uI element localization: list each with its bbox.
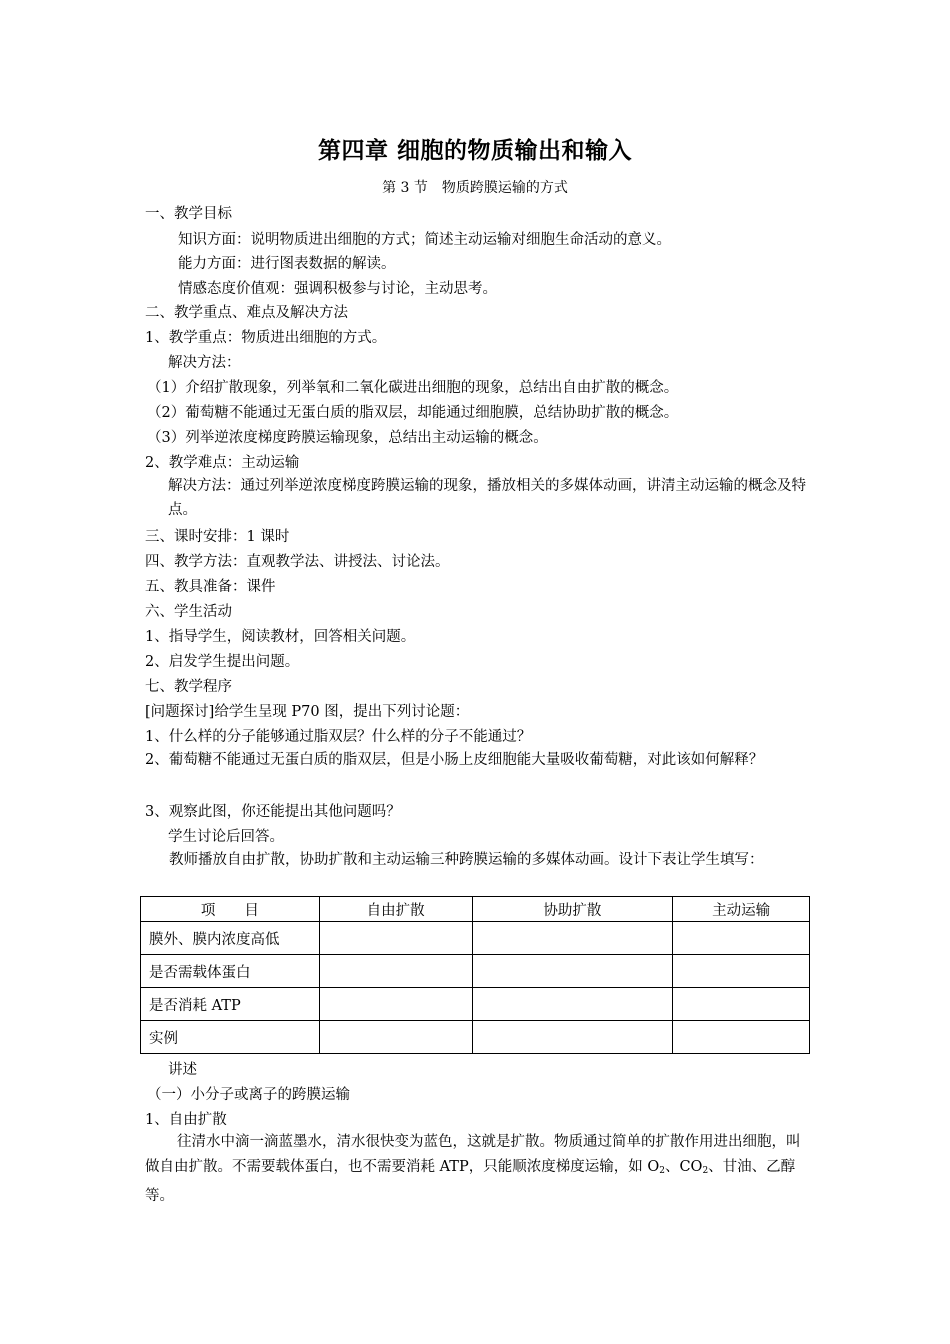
- table-cell: [673, 922, 810, 955]
- section-subtitle: 第 3 节 物质跨膜运输的方式: [382, 180, 568, 196]
- table-header-row: [141, 897, 810, 922]
- table-cell: [673, 955, 810, 988]
- heading-procedure: 七、教学程序: [145, 679, 232, 695]
- activity-1: 1、指导学生，阅读教材，回答相关问题。: [145, 629, 416, 645]
- paragraph-text: 、CO: [664, 1159, 703, 1175]
- subscript: 2: [659, 1166, 665, 1176]
- difficult-point: 2、教学难点：主动运输: [145, 455, 300, 471]
- difficult-solution: 解决方法：通过列举逆浓度梯度跨膜运输的现象，播放相关的多媒体动画，讲清主动运输的概念及特点。: [168, 478, 806, 518]
- objective-knowledge: 知识方面：说明物质进出细胞的方式；简述主动运输对细胞生命活动的意义。: [178, 232, 671, 248]
- heading-schedule: 三、课时安排：1 课时: [145, 529, 290, 545]
- table-cell: [472, 922, 673, 955]
- table-row: [141, 922, 810, 955]
- solution-item-3: （3）列举逆浓度梯度跨膜运输现象，总结出主动运输的概念。: [147, 430, 548, 446]
- teacher-play: 教师播放自由扩散，协助扩散和主动运输三种跨膜运输的多媒体动画。设计下表让学生填写：: [169, 852, 764, 868]
- table-cell: [673, 988, 810, 1021]
- section-small-molecules: （一）小分子或离子的跨膜运输: [147, 1087, 350, 1103]
- table-row: [141, 955, 810, 988]
- comparison-table: [140, 896, 810, 1054]
- table-header-cell: 项 目: [141, 897, 320, 922]
- table-cell: [472, 988, 673, 1021]
- heading-objectives: 一、教学目标: [145, 206, 232, 222]
- heading-methods: 四、教学方法：直观教学法、讲授法、讨论法。: [145, 554, 450, 570]
- table-cell: [319, 922, 472, 955]
- table-cell: 是否需载体蛋白: [141, 955, 320, 988]
- free-diffusion-heading: 1、自由扩散: [145, 1112, 227, 1128]
- table-cell: 是否消耗 ATP: [141, 988, 320, 1021]
- table-cell: [319, 988, 472, 1021]
- solution-label: 解决方法：: [168, 355, 241, 371]
- problem-discussion: [问题探讨]给学生呈现 P70 图，提出下列讨论题：: [145, 704, 470, 720]
- table-cell: [319, 955, 472, 988]
- table-header-cell: 自由扩散: [319, 897, 472, 922]
- heading-key-points: 二、教学重点、难点及解决方法: [145, 305, 348, 321]
- chapter-title: 第四章 细胞的物质输出和输入: [317, 138, 632, 164]
- heading-activities: 六、学生活动: [145, 604, 232, 620]
- free-diffusion-paragraph: [145, 1130, 810, 1209]
- subscript: 2: [702, 1166, 709, 1176]
- solution-item-1: （1）介绍扩散现象，列举氧和二氧化碳进出细胞的现象，总结出自由扩散的概念。: [147, 380, 679, 396]
- objective-attitude: 情感态度价值观：强调积极参与讨论，主动思考。: [178, 281, 497, 297]
- table-cell: [319, 1021, 472, 1054]
- table-row: [141, 988, 810, 1021]
- table-header-cell: 协助扩散: [472, 897, 673, 922]
- paragraph-text: 往清水中滴一滴蓝墨水，清水很快变为蓝色，这就是扩散。物质通过简单的扩散作用进出细胞，叫做自由扩散。不需要载体蛋白，也不需要消耗 ATP，只能顺浓度梯度运输，如 O: [145, 1134, 801, 1175]
- activity-2: 2、启发学生提出问题。: [145, 654, 300, 670]
- students-discuss: 学生讨论后回答。: [168, 829, 284, 845]
- objective-ability: 能力方面：进行图表数据的解读。: [178, 256, 396, 272]
- key-point: 1、教学重点：物质进出细胞的方式。: [145, 330, 387, 346]
- table-cell: [472, 955, 673, 988]
- table-cell: [673, 1021, 810, 1054]
- paragraph-text: 、甘油、乙醇等。: [145, 1159, 796, 1204]
- table-cell: 膜外、膜内浓度高低: [141, 922, 320, 955]
- heading-materials: 五、教具准备：课件: [145, 579, 276, 595]
- table-header-cell: 主动运输: [673, 897, 810, 922]
- question-2: 2、葡萄糖不能通过无蛋白质的脂双层，但是小肠上皮细胞能大量吸收葡萄糖，对此该如何解释？: [145, 752, 764, 768]
- solution-item-2: （2）葡萄糖不能通过无蛋白质的脂双层，却能通过细胞膜，总结协助扩散的概念。: [147, 405, 679, 421]
- question-3: 3、观察此图，你还能提出其他问题吗？: [145, 804, 401, 820]
- table-cell: 实例: [141, 1021, 320, 1054]
- question-1: 1、什么样的分子能够通过脂双层？什么样的分子不能通过？: [145, 729, 532, 745]
- table-cell: [472, 1021, 673, 1054]
- lecture-label: 讲述: [168, 1062, 197, 1078]
- table-row: [141, 1021, 810, 1054]
